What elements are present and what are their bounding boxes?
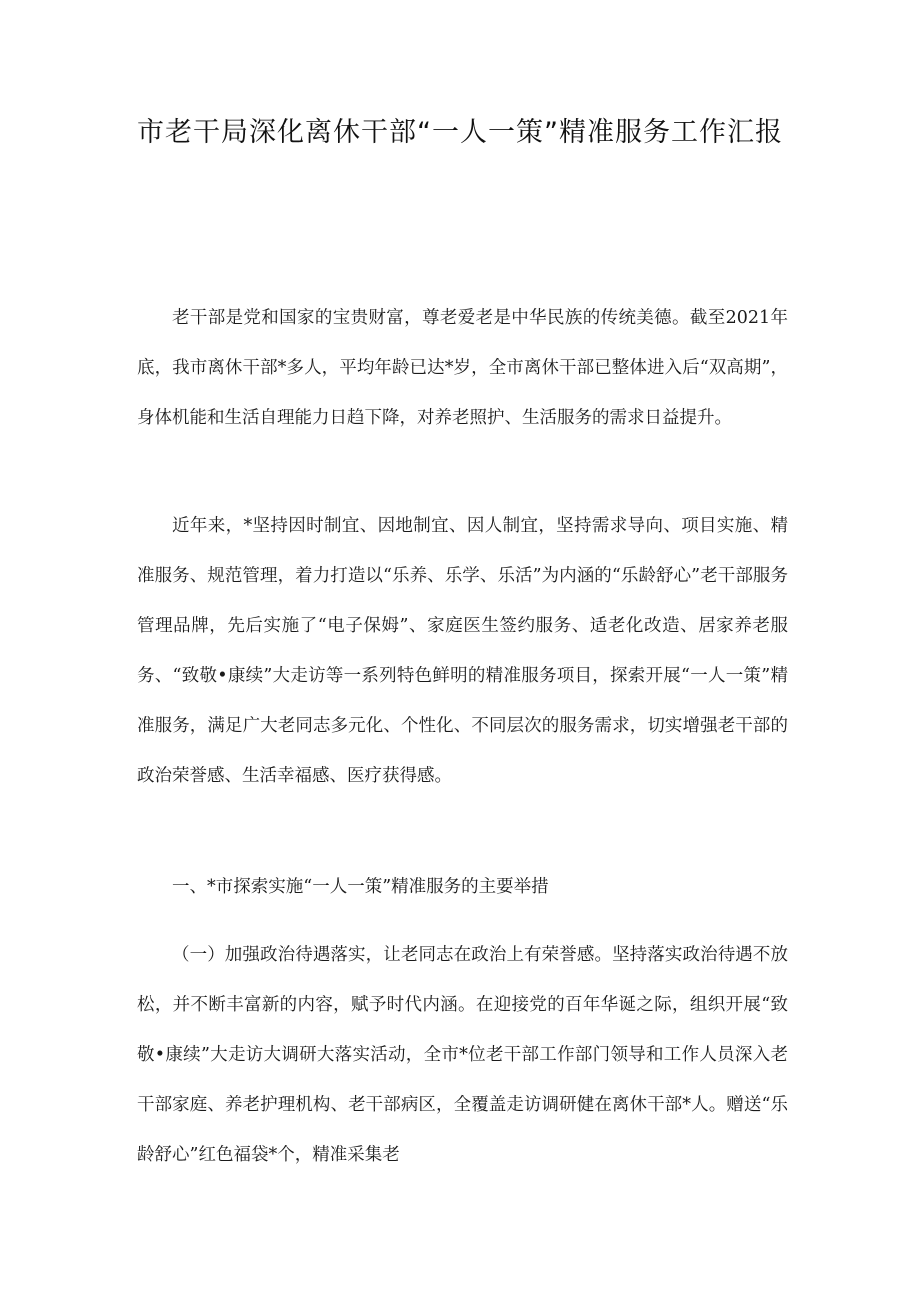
section-heading: 一、*市探索实施“一人一策”精准服务的主要举措 <box>172 877 549 897</box>
paragraph-background: 近年来，*坚持因时制宜、因地制宜、因人制宜，坚持需求导向、项目实施、精准服务、规范管理，着力打造以“乐养、乐学、乐活”为内涵的“乐龄舒心”老干部服务管理品牌，先后实施了“电子保姆”、家庭医生签约服务、适老化改造、居家养老服务、“致敬•康续”大走访等一系列特色鲜明的精准服务项目，探索开展“一人一策”精准服务，满足广大老同志多元化、个性化、不同层次的服务需求，切实增强老干部的政治荣誉感、生活幸福感、医疗获得感。 <box>137 516 788 786</box>
document-title: 市老干局深化离休干部“一人一策”精准服务工作汇报 <box>137 117 783 148</box>
paragraph-measure-1: （一）加强政治待遇落实，让老同志在政治上有荣誉感。坚持落实政治待遇不放松，并不断丰富新的内容，赋予时代内涵。在迎接党的百年华诞之际，组织开展“致敬•康续”大走访大调研大落实活动，全市*位老干部工作部门领导和工作人员深入老干部家庭、养老护理机构、老干部病区，全覆盖走访调研健在离休干部*人。赠送“乐龄舒心”红色福袋*个，精准采集老 <box>137 945 788 1165</box>
paragraph-intro: 老干部是党和国家的宝贵财富，尊老爱老是中华民族的传统美德。截至2021年底，我市离休干部*多人，平均年龄已达*岁，全市离休干部已整体进入后“双高期”，身体机能和生活自理能力日趋下降，对养老照护、生活服务的需求日益提升。 <box>137 308 788 428</box>
